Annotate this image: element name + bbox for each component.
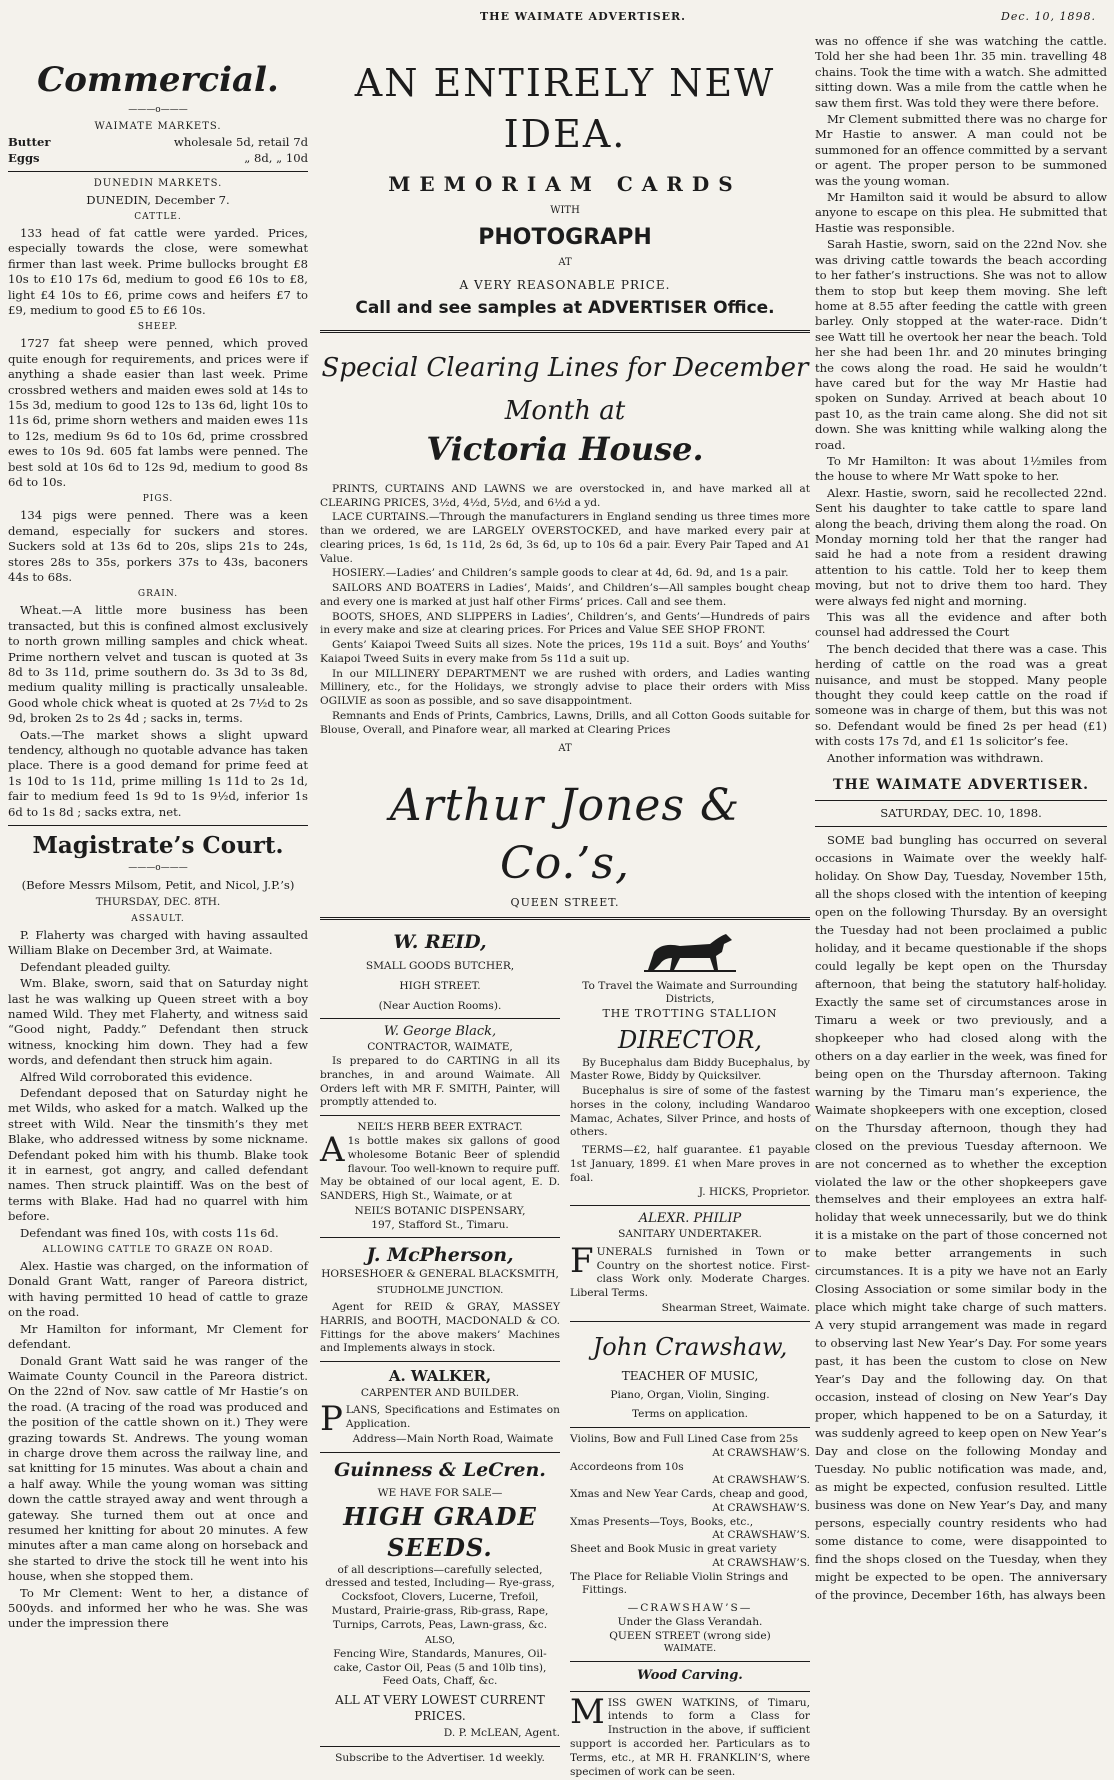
divider [570,1427,810,1428]
divider [8,171,308,172]
separator: ———o——— [8,105,308,117]
seeds-text: of all descriptions—carefully selected, dressed and tested, Including— Rye-grass, Cocksfoot, Clovers, Lucerne, Trefoil, Mustard, Prairie-grass, Rib-grass, Rape, Turnips, Carrots, Peas, Lawn-grass, &c. [320,1564,560,1633]
divider [570,1205,810,1206]
sheep-subhead: SHEEP. [8,322,308,334]
ads-left [320,926,560,1780]
travel-line: To Travel the Waimate and Surrounding Districts, [570,980,810,1008]
director-heading: DIRECTOR, [570,1025,810,1056]
reid-line: SMALL GOODS BUTCHER, [320,960,560,974]
road-para: Mr Hamilton for informant, Mr Clement for defendant. [8,1322,308,1353]
crawshaw-item: Violins, Bow and Full Lined Case from 25s [570,1433,810,1447]
neil-text: 1s bottle makes six gallons of good wholesome Botanic Beer of splendid flavour. Too well-known to require puff. May be obtained of our local agent, E. D. SANDERS, High St., Waimate, or at [320,1135,560,1202]
mcpherson-text: Agent for REID & GRAY, MASSEY HARRIS, and BOOTH, MACDONALD & CO. Fittings for the above makers’ Machines and Implements always in stock. [320,1301,560,1356]
divider [320,1746,560,1747]
court-para: To Mr Hamilton: It was about 1½miles from the house to where Mr Watt spoke to her. [815,454,1107,485]
vh-para: HOSIERY.—Ladies’ and Children’s sample goods to clear at 4d, 6d. 9d, and 1s a pair. [320,567,810,581]
victoria-house-heading: Victoria House. [320,428,810,471]
price-line: A VERY REASONABLE PRICE. [320,278,810,294]
sheep-report: 1727 fat sheep were penned, which proved quite enough for requirements, and prices were if anything a shade easier than last week. Prime crossbred wethers and maiden ewes sold at 14s to 15s 3d, medium to good 12s to 13s 6d, light 10s to 11s 6d, prime shorn wethers and maiden ewes 11s to 12s, medium 9s 6d to 10s 6d, prime crossbred ewes to 10s 9d. 605 fat lambs were penned. The best sold at 10s 6d to 12s 9d, medium to good 8s 6d to 10s. [8,336,308,490]
masthead [0,6,1114,30]
court-para: Mr Hamilton said it would be absurd to allow anyone to escape on this plea. He submitted that Hastie was responsible. [815,190,1107,236]
black-line: CONTRACTOR, WAIMATE, [320,1041,560,1055]
mcpherson-line: STUDHOLME JUNCTION. [320,1285,560,1297]
crawshaw-item: Xmas Presents—Toys, Books, etc., [570,1516,810,1530]
divider [320,1115,560,1116]
crawshaw-item: The Place for Reliable Violin Strings and Fittings. [570,1571,810,1599]
reid-line: (Near Auction Rooms). [320,1000,560,1014]
road-para: Donald Grant Watt said he was ranger of the Waimate County Council in the Pareora district. On the 22nd of Nov. saw cattle of Mr Hastie’s on the road. (A tracing of the road was produced and the position of the cattle shown on it.) They were grazing towards St. Andrews. The young woman in charge drove them across the railway line, and sat knitting for 15 minutes. Was about a chain and a half away. While the young woman was sitting down the cattle strayed away and went through a gateway. She turned them out at once and resumed her knitting for about 20 minutes. A few minutes after a man came along on horseback and she started to drive the stock till he went into his house, when she stopped them. [8,1354,308,1585]
agent-name: D. P. McLEAN, Agent. [320,1727,560,1741]
special-clearing-heading: Special Clearing Lines for December [320,351,810,386]
crawshaw-at: At CRAWSHAW’S. [570,1502,810,1516]
guinness-name: Guinness & LeCren. [320,1458,560,1483]
ads-two-columns [320,926,810,1780]
road-para: To Mr Clement: Went to her, a distance of 500yds. and informed her who he was. She was under the impression there [8,1586,308,1632]
divider [320,1361,560,1362]
grain-subhead: GRAIN. [8,589,308,601]
column-advertisements [320,34,810,1754]
vh-para: BOOTS, SHOES, AND SLIPPERS in Ladies’, Children’s, and Gents’—Hundreds of pairs in every make and size at clearing prices. For Prices and Value SEE SHOP FRONT. [320,611,810,639]
eggs-label: Eggs [8,151,40,166]
arthur-jones-heading: Arthur Jones & Co.’s, [320,777,810,894]
advertiser-title: THE WAIMATE ADVERTISER. [815,776,1107,795]
assault-para: Wm. Blake, sworn, said that on Saturday night last he was walking up Queen street with a boy named Wild. They met Flaherty, and witness said “Good night, Paddy.” Defendant then struck witness, knocking him down. They had a few words, and defendant then struck him again. [8,976,308,1068]
assault-para: Defendant was fined 10s, with costs 11s 6d. [8,1226,308,1241]
assault-para: Defendant pleaded guilty. [8,960,308,975]
crawshaw-at: At CRAWSHAW’S. [570,1474,810,1488]
dropcap-f: F [570,1246,594,1276]
dropcap-m: M [570,1697,605,1727]
oats-report: Oats.—The market shows a slight upward tendency, although no quotable advance has taken place. There is a good demand for prime feed at 1s 10d to 1s 11d, prime milling 1s 11d to 2s 1d, fair to medium feed 1s 9d to 1s 9½d, inferior 1s 6d to 1s 8d ; sacks extra, net. [8,728,308,820]
crawshaw-at: At CRAWSHAW’S. [570,1557,810,1571]
butter-row [8,135,308,150]
queen-street: QUEEN STREET. [320,896,810,911]
column-court-editorial [815,34,1107,1754]
director-text: Bucephalus is sire of some of the fastest horses in the colony, including Wandaroo Mamac, Achates, Silver Prince, and hosts of others. [570,1085,810,1140]
dropcap-p: P [320,1404,343,1434]
philip-name: ALEXR. PHILIP [570,1211,810,1228]
vh-para: In our MILLINERY DEPARTMENT we are rushed with orders, and Ladies wanting Millinery, etc., for the Holidays, we strongly advise to place their orders with Miss OGILVIE as soon as possible, and so save disappointment. [320,668,810,709]
assault-para: P. Flaherty was charged with having assaulted William Blake on December 3rd, at Waimate. [8,928,308,959]
divider [815,826,1107,827]
victoria-house-ad [320,483,810,738]
black-text: Is prepared to do CARTING in all its branches, in and around Waimate. All Orders left with MR F. SMITH, Painter, will promptly attended to. [320,1055,560,1110]
divider [320,330,810,333]
also-text: Fencing Wire, Standards, Manures, Oil-cake, Castor Oil, Peas (5 and 10lb tins), Feed Oats, Chaff, &c. [320,1648,560,1689]
philip-line: SANITARY UNDERTAKER. [570,1228,810,1242]
dropcap-a: A [320,1135,345,1165]
divider [8,825,308,826]
masthead-date: Dec. 10, 1898. [1001,10,1096,25]
lowest-prices: ALL AT VERY LOWEST CURRENT PRICES. [320,1693,560,1724]
philip-text: UNERALS furnished in Town or Country on the shortest notice. First-class Work only. Moderate Charges. Liberal Terms. [570,1246,810,1299]
assault-subhead: ASSAULT. [8,914,308,926]
butter-values: wholesale 5d, retail 7d [174,135,308,150]
call-line: Call and see samples at ADVERTISER Office. [320,297,810,320]
divider [570,1691,810,1692]
court-para: Mr Clement submitted there was no charge for Mr Hastie to answer. A man could not be summoned for an offence committed by a servant or agent. The proper person to be summoned was the young woman. [815,112,1107,189]
crawshaw-queen: QUEEN STREET (wrong side) [570,1630,810,1644]
crawshaw-list [570,1433,810,1598]
court-para: Sarah Hastie, sworn, said on the 22nd Nov. she was driving cattle towards the beach according to her father’s instructions. She was not to allow them to stop but keep them moving. She left home at 8.55 after feeding the cattle with green barley. Only stopped at the water-race. Didn’t see Watt till he overtook her near the beach. Told her she had been 1hr. and 20 minutes bringing the cows along the road. He said he wouldn’t have cared but for the way Mr Hastie had spoken on Sunday. Arrived at beach about 10 past 10, as the train came along. She did not sit down. She was knitting while walking along the road. [815,237,1107,453]
vh-para: Gents’ Kaiapoi Tweed Suits all sizes. Note the prices, 19s 11d a suit. Boys’ and Youths’ Kaiapoi Tweed Suits in every make from 5s 11d a suit up. [320,639,810,667]
crawshaw-line: Piano, Organ, Violin, Singing. [570,1389,810,1403]
assault-para: Alfred Wild corroborated this evidence. [8,1070,308,1085]
director-text: By Bucephalus dam Biddy Bucephalus, by Master Rowe, Biddy by Quicksilver. [570,1057,810,1085]
wheat-report: Wheat.—A little more business has been transacted, but this is confined almost exclusively to north grown milling samples and chick wheat. Prime northern velvet and tuscan is quoted at 3s 8d to 3s 11d, prime southern do. 3s 3d to 3s 8d, medium quality milling is practically unsaleable. Good whole chick wheat is quoted at 2s 7½d to 2s 9d, broken 2s to 2s 4d ; sacks in, terms. [8,603,308,726]
director-terms: TERMS—£2, half guarantee. £1 payable 1st January, 1899. £1 when Mare proves in foal. [570,1144,810,1185]
crawshaw-at: At CRAWSHAW’S. [570,1447,810,1461]
cattle-report: 133 head of fat cattle were yarded. Prices, especially towards the close, were somewhat firmer than last week. Prime bullocks brought £8 10s to £10 17s 6d, medium to good £6 10s to £8, light £4 10s to £6, prime cows and heifers £7 to £9, medium to good £5 to £6 10s. [8,226,308,318]
trotting-line: THE TROTTING STALLION [570,1007,810,1021]
divider [320,1018,560,1019]
neil-line: NEIL’S BOTANIC DISPENSARY, [320,1205,560,1219]
assault-para: Defendant deposed that on Saturday night he met Wilds, who asked for a match. Walked up the street with Wild. Near the tinsmith’s they met Blake, who addressed witness by some nickname. Defendant poked him with his thumb. Blake took it in earnest, got angry, and called defendant names. Then struck plaintiff. Was on the best of terms with Blake. Had had no quarrel with him before. [8,1086,308,1225]
eggs-row [8,151,308,166]
crawshaw-item: Accordeons from 10s [570,1461,810,1475]
editorial-text: SOME bad bungling has occurred on several occasions in Waimate over the weekly half-holiday. On Show Day, Tuesday, November 15th, all the shops closed with the intention of keeping open on the following Thursday. By an oversight the Tuesday had not been proclaimed a public holiday, and it became questionable if the shops could legally be kept open on the Thursday afternoon, that being the statutory half-holiday. Exactly the same set of circumstances arose in Timaru a week or two previously, and a shopkeeper who had closed along with the others on a day earlier in the week, was fined for being open on the Thursday afternoon. Taking warning by the Timaru man’s experience, the Waimate shopkeepers with one exception, closed on the Thursday afternoon, though they had closed on the previous Tuesday afternoon. We are not concerned as to whether the exception violated the law or the other shopkeepers gave themselves and their employees an extra half-holiday that week unnecessarily, but we do think it is a mistake on the part of those concerned not to make better arrangements in such circumstances. It is a pity we have not an Early Closing Association or some similar body in the place which might take charge of such matters. A very stupid arrangement was made in regard to observing last New Year’s Day. For some years past, it has been the custom to close on New Year’s Day and the following day. On that occasion, instead of closing on New Year’s Day proper, which happened to be on a Saturday, it was suddenly agreed to keep open on New Year’s Day and close on the following Monday and Tuesday. No public notification was made, and, as might be expected, confusion resulted. Little business was done on New Year’s Day, and many persons, especially country residents who had some distance to come, were disappointed to find the shops closed on the Tuesday, when they might be expected to be open. The anniversary of the province, December 16th, has always been [815,832,1107,1605]
crawshaw-brand: —CRAWSHAW’S— [570,1602,810,1616]
divider [570,1661,810,1662]
vh-para: PRINTS, CURTAINS AND LAWNS we are overstocked in, and have marked all at CLEARING PRICES, 3½d, 4½d, 5½d, and 6½d a yd. [320,483,810,511]
bench-names: (Before Messrs Milsom, Petit, and Nicol, J.P.’s) [8,878,308,893]
divider [815,800,1107,801]
new-idea-heading: AN ENTIRELY NEW IDEA. [320,58,810,159]
court-para: Another information was withdrawn. [815,751,1107,766]
cattle-road-subhead: ALLOWING CATTLE TO GRAZE ON ROAD. [8,1245,308,1257]
commercial-heading: Commercial. [8,58,308,103]
philip-address: Shearman Street, Waimate. [570,1302,810,1316]
month-at-heading: Month at [320,394,810,429]
reid-name: W. REID, [320,930,560,955]
at-text: AT [320,742,810,755]
photograph-heading: PHOTOGRAPH [320,223,810,252]
horse-icon [640,930,740,976]
crawshaw-line: Terms on application. [570,1408,810,1422]
subscribe-line: Subscribe to the Advertiser. 1d weekly. [320,1752,560,1766]
black-name: W. George Black, [320,1024,560,1041]
court-para: Alexr. Hastie, sworn, said he recollected 22nd. Sent his daughter to take cattle to spare land along the beach, driving them along the road. On Monday morning told her that the ranger had said he had a note from a resident drawing attention to his cattle. Told her to keep them moving, but not to drive them too hard. They were always fed night and morning. [815,486,1107,609]
masthead-title: THE WAIMATE ADVERTISER. [480,10,686,25]
crawshaw-line: TEACHER OF MUSIC, [570,1369,810,1385]
cattle-subhead: CATTLE. [8,212,308,224]
separator: ———o——— [8,863,308,875]
court-para: This was all the evidence and after both counsel had addressed the Court [815,610,1107,641]
road-para: Alex. Hastie was charged, on the information of Donald Grant Watt, ranger of Pareora district, with having permitted 10 head of cattle to graze on the road. [8,1259,308,1321]
divider [320,1452,560,1453]
walker-line: CARPENTER AND BUILDER. [320,1387,560,1401]
crawshaw-item: Xmas and New Year Cards, cheap and good, [570,1488,810,1502]
director-proprietor: J. HICKS, Proprietor. [570,1186,810,1200]
crawshaw-under: Under the Glass Verandah. [570,1616,810,1630]
memoriam-cards-heading: MEMORIAM CARDS [320,171,810,198]
divider [320,917,810,920]
crawshaw-at: At CRAWSHAW’S. [570,1529,810,1543]
court-continued: was no offence if she was watching the cattle. Told her she had been 1hr. 35 min. travelling 48 chains. Took the time with a watch. She admitted sitting down. Was a mile from the cattle when he saw them first. Was told they were there before. [815,34,1107,111]
walker-address: Address—Main North Road, Waimate [320,1433,560,1447]
court-para: The bench decided that there was a case. This herding of cattle on the road was a great nuisance, and must be stopped. Many people thought they could keep cattle on the road if someone was in charge of them, but this was not so. Defendant would be fined 2s per head (£1) with costs 17s 7d, and £1 1s solicitor’s fee. [815,642,1107,750]
crawshaw-item: Sheet and Book Music in great variety [570,1543,810,1557]
for-sale: WE HAVE FOR SALE— [320,1487,560,1501]
walker-text: LANS, Specifications and Estimates on Application. [346,1404,560,1430]
wood-text: ISS GWEN WATKINS, of Timaru, intends to form a Class for Instruction in the above, if sufficient support is accorded her. Particulars as to Terms, etc., at MR H. FRANKLIN’S, where specimen of work can be seen. [570,1697,810,1778]
column-commercial [8,34,308,1754]
dunedin-markets-heading: DUNEDIN MARKETS. [8,177,308,190]
at-text: AT [320,256,810,269]
neil-heading: NEIL’S HERB BEER EXTRACT. [320,1121,560,1135]
magistrate-heading: Magistrate’s Court. [8,831,308,862]
divider [570,1321,810,1322]
seeds-heading: HIGH GRADE SEEDS. [320,1501,560,1563]
vh-para: Remnants and Ends of Prints, Cambrics, Lawns, Drills, and all Cotton Goods suitable for Blouse, Overall, and Pinafore wear, all marked at Clearing Prices [320,710,810,738]
vh-para: SAILORS AND BOATERS in Ladies’, Maids’, and Children’s—All samples bought cheap and every one is marked at just half other Firms’ prices. Call and see them. [320,582,810,610]
walker-name: A. WALKER, [320,1367,560,1387]
wood-carving-heading: Wood Carving. [570,1668,810,1685]
with-text: WITH [320,204,810,217]
vh-para: LACE CURTAINS.—Through the manufacturers in England sending us three times more than we ordered, we are LARGELY OVERSTOCKED, and have marked every pair at clearing prices, 1s 6d, 1s 11d, 2s 6d, 3s 6d, up to 10s 6d a pair. Every Pair Taped and A1 Value. [320,511,810,566]
pigs-subhead: PIGS. [8,494,308,506]
dateline: DUNEDIN, December 7. [8,193,308,208]
mcpherson-name: J. McPherson, [320,1243,560,1268]
eggs-values: „ 8d, „ 10d [244,151,308,166]
crawshaw-waimate: WAIMATE. [570,1643,810,1655]
reid-line: HIGH STREET. [320,980,560,994]
waimate-markets-heading: WAIMATE MARKETS. [8,120,308,133]
ads-right [570,926,810,1780]
pigs-report: 134 pigs were penned. There was a keen demand, especially for suckers and stores. Suckers sold at 13s 6d to 20s, slips 21s to 24s, stores 28s to 35s, porkers 37s to 43s, baconers 44s to 68s. [8,508,308,585]
neil-line: 197, Stafford St., Timaru. [320,1219,560,1233]
butter-label: Butter [8,135,50,150]
also-label: ALSO, [320,1635,560,1647]
crawshaw-name: John Crawshaw, [570,1332,810,1363]
divider [320,1237,560,1238]
advertiser-date: SATURDAY, DEC. 10, 1898. [815,806,1107,821]
mcpherson-line: HORSESHOER & GENERAL BLACKSMITH, [320,1268,560,1282]
court-date: THURSDAY, DEC. 8TH. [8,896,308,910]
